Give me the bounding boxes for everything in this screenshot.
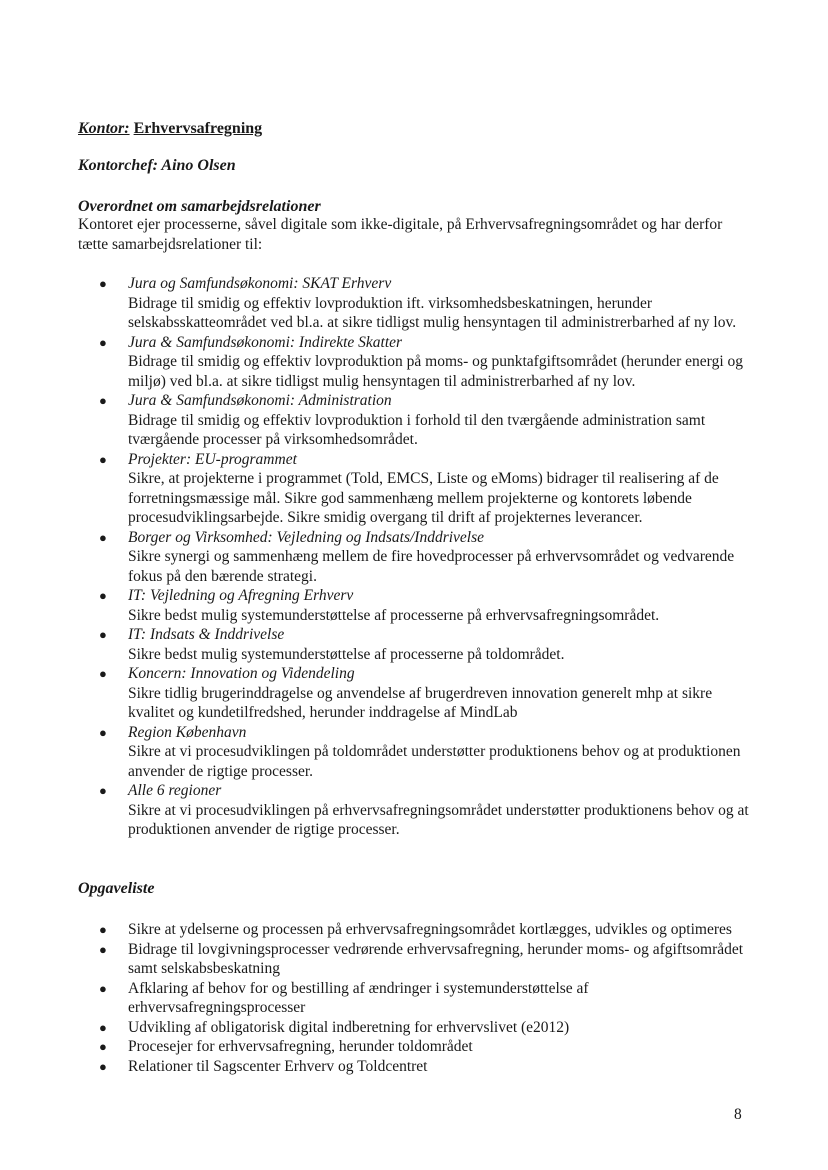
list-item <box>78 528 758 587</box>
relation-desc: Sikre bedst mulig systemunderstøttelse af processerne på toldområdet. <box>128 645 565 663</box>
tasks-heading: Opgaveliste <box>78 880 155 897</box>
relations-heading: Overordnet om samarbejdsrelationer <box>78 198 321 215</box>
list-item <box>78 920 758 940</box>
bullet-icon: ● <box>99 627 107 642</box>
relation-desc: Bidrage til smidig og effektiv lovproduktion på moms- og punktafgiftsområdet (herunder energi og miljø) ved bl.a. at sikre tidligst mulig hensyntagen til administrerbarhed af ny lov. <box>128 353 743 390</box>
bullet-icon: ● <box>99 1058 107 1074</box>
task-text: Sikre at ydelserne og processen på erhvervsafregningsområdet kortlægges, udvikles og optimeres <box>128 921 732 938</box>
list-item <box>78 940 758 979</box>
task-text: Procesejer for erhvervsafregning, herunder toldområdet <box>128 1038 473 1055</box>
office-name: Erhvervsafregning <box>133 120 263 137</box>
office-label: Kontor: <box>78 120 130 137</box>
bullet-icon: ● <box>99 783 107 798</box>
bullet-icon: ● <box>99 724 107 740</box>
list-item <box>78 450 758 528</box>
relation-title: Koncern: Innovation og Videndeling <box>128 665 355 682</box>
relation-title: Region København <box>128 723 247 741</box>
office-chief: Kontorchef: Aino Olsen <box>78 157 236 174</box>
page-number: 8 <box>734 1106 742 1123</box>
bullet-icon: ● <box>99 1019 107 1035</box>
relation-desc: Sikre tidlig brugerinddragelse og anvendelse af brugerdreven innovation generelt mhp at sikre kvalitet og kundetilfredshed, herunder inddragelse af MindLab <box>128 684 713 721</box>
relation-desc: Bidrage til smidig og effektiv lovproduktion i forhold til den tværgående administration samt tværgående processer på virksomhedsområdet. <box>128 411 706 448</box>
task-text: Afklaring af behov for og bestilling af ændringer i systemunderstøttelse af erhvervsafregningsprocesser <box>128 979 589 1016</box>
bullet-icon: ● <box>99 941 107 957</box>
bullet-icon: ● <box>99 334 107 350</box>
relation-desc: Sikre, at projekterne i programmet (Told, EMCS, Liste og eMoms) bidrager til realisering af de forretningsmæssige mål. Sikre god sammenhæng mellem projekterne og kontorets løbende procesudviklingsarbejde. Sikre smidig overgang til drift af projekternes leverancer. <box>128 470 719 526</box>
bullet-icon: ● <box>99 980 107 996</box>
bullet-icon: ● <box>99 529 107 545</box>
tasks-list <box>78 920 758 1076</box>
relation-title: IT: Indsats & Inddrivelse <box>128 626 285 643</box>
relations-list <box>78 274 758 840</box>
bullet-icon: ● <box>99 276 107 291</box>
relation-title: Jura & Samfundsøkonomi: Administration <box>128 392 392 409</box>
list-item <box>78 723 758 782</box>
bullet-icon: ● <box>99 922 107 937</box>
relation-title: Borger og Virksomhed: Vejledning og Indsats/Inddrivelse <box>128 528 485 546</box>
relation-desc: Bidrage til smidig og effektiv lovproduktion ift. virksomhedsbeskatningen, herunder selskabsskatteområdet ved bl.a. at sikre tidligst mulig hensyntagen til administrerbarhed af ny lov. <box>128 294 737 331</box>
relation-title: Projekter: EU-programmet <box>128 450 297 468</box>
relation-desc: Sikre at vi procesudviklingen på erhvervsafregningsområdet understøtter produktionens behov og at produktionen anvender de rigtige processer. <box>128 801 749 838</box>
office-heading <box>78 119 748 139</box>
list-item <box>78 586 758 625</box>
relation-desc: Sikre synergi og sammenhæng mellem de fire hovedprocesser på erhvervsområdet og vedvarende fokus på den bærende strategi. <box>128 548 735 585</box>
task-text: Udvikling af obligatorisk digital indberetning for erhvervslivet (e2012) <box>128 1018 570 1036</box>
list-item <box>78 781 758 840</box>
list-item <box>78 625 758 664</box>
list-item <box>78 1057 758 1077</box>
relation-title: Alle 6 regioner <box>128 782 222 799</box>
list-item <box>78 1018 758 1038</box>
bullet-icon: ● <box>99 1039 107 1054</box>
relation-title: Jura og Samfundsøkonomi: SKAT Erhverv <box>128 275 392 292</box>
list-item <box>78 664 758 723</box>
task-text: Bidrage til lovgivningsprocesser vedrørende erhvervsafregning, herunder moms- og afgiftsområdet samt selskabsbeskatning <box>128 940 744 977</box>
bullet-icon: ● <box>99 393 107 408</box>
relation-desc: Sikre bedst mulig systemunderstøttelse af processerne på erhvervsafregningsområdet. <box>128 606 660 624</box>
task-text: Relationer til Sagscenter Erhverv og Toldcentret <box>128 1057 428 1075</box>
relation-desc: Sikre at vi procesudviklingen på toldområdet understøtter produktionens behov og at produktionen anvender de rigtige processer. <box>128 743 741 780</box>
list-item <box>78 274 758 333</box>
list-item <box>78 1037 758 1057</box>
relations-intro: Kontoret ejer processerne, såvel digitale som ikke-digitale, på Erhvervsafregningsområdet og har derfor tætte samarbejdsrelationer til: <box>78 216 723 253</box>
list-item <box>78 979 758 1018</box>
list-item <box>78 333 758 392</box>
relation-title: Jura & Samfundsøkonomi: Indirekte Skatter <box>128 333 403 351</box>
relation-title: IT: Vejledning og Afregning Erhverv <box>128 587 354 604</box>
bullet-icon: ● <box>99 588 107 603</box>
bullet-icon: ● <box>99 666 107 681</box>
list-item <box>78 391 758 450</box>
bullet-icon: ● <box>99 451 107 467</box>
